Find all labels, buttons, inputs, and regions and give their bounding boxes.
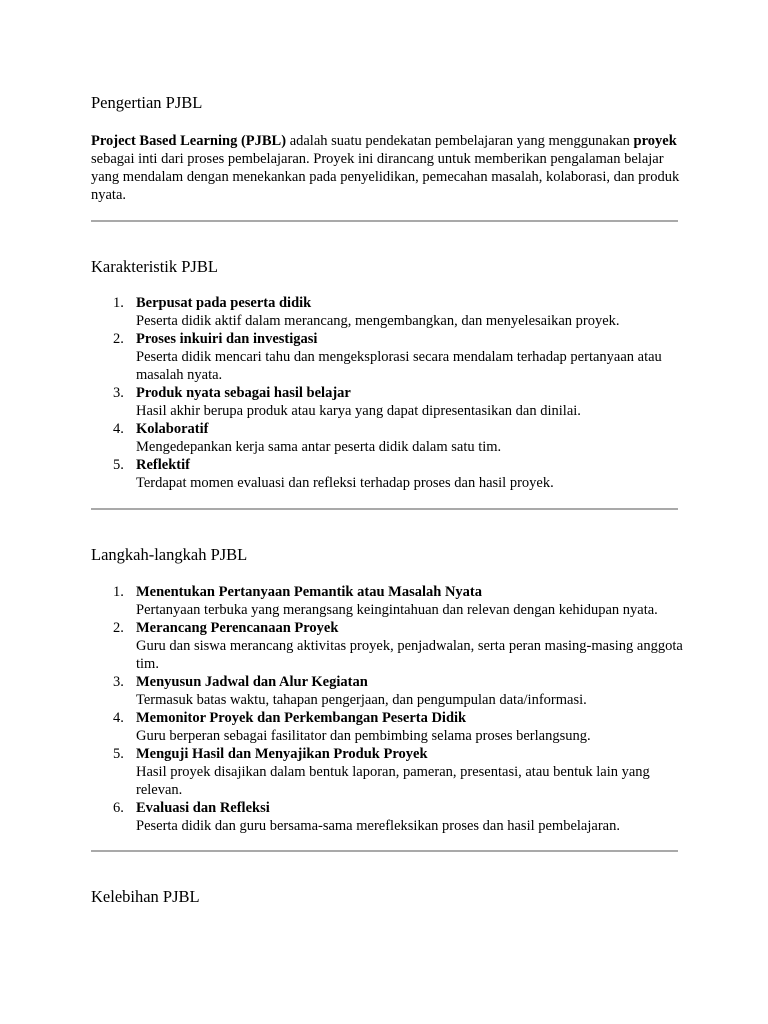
item-number: 4. (113, 710, 124, 726)
item-number: 2. (113, 331, 124, 347)
heading-pengertian: Pengertian PJBL (91, 93, 203, 112)
heading-karakteristik: Karakteristik PJBL (91, 257, 218, 276)
item-description: Guru berperan sebagai fasilitator dan pembimbing selama proses berlangsung. (136, 728, 591, 744)
heading-kelebihan: Kelebihan PJBL (91, 887, 200, 906)
item-number: 2. (113, 620, 124, 636)
item-title: Produk nyata sebagai hasil belajar (136, 385, 351, 401)
item-description: Mengedepankan kerja sama antar peserta didik dalam satu tim. (136, 439, 502, 455)
paragraph-text-1: adalah suatu pendekatan pembelajaran yang menggunakan (286, 133, 634, 149)
item-title: Evaluasi dan Refleksi (136, 800, 270, 816)
heading-langkah: Langkah-langkah PJBL (91, 545, 248, 564)
item-title: Berpusat pada peserta didik (136, 295, 312, 311)
item-title: Memonitor Proyek dan Perkembangan Peserta Didik (136, 710, 467, 726)
item-title: Menguji Hasil dan Menyajikan Produk Proyek (136, 746, 428, 762)
list-item (91, 673, 691, 709)
item-number: 5. (113, 746, 124, 762)
item-title: Kolaboratif (136, 421, 209, 437)
list-item (91, 294, 691, 330)
item-title: Proses inkuiri dan investigasi (136, 331, 318, 347)
item-number: 3. (113, 385, 124, 401)
list-item (91, 709, 691, 745)
term-pjbl: Project Based Learning (PJBL) (91, 133, 287, 149)
item-number: 1. (113, 295, 124, 311)
list-langkah (91, 583, 691, 835)
item-description: Peserta didik aktif dalam merancang, mengembangkan, dan menyelesaikan proyek. (136, 313, 620, 329)
item-title: Menyusun Jadwal dan Alur Kegiatan (136, 674, 368, 690)
item-title: Menentukan Pertanyaan Pemantik atau Masalah Nyata (136, 584, 482, 600)
item-description: Guru dan siswa merancang aktivitas proyek, penjadwalan, serta peran masing-masing anggota tim. (136, 638, 683, 672)
item-number: 5. (113, 457, 124, 473)
paragraph-text-2: sebagai inti dari proses pembelajaran. Proyek ini dirancang untuk memberikan pengalaman belajar yang mendalam dengan menekankan pada penyelidikan, pemecahan masalah, kolaborasi, dan produk nyata. (91, 151, 680, 203)
list-item (91, 583, 691, 619)
item-title: Merancang Perencanaan Proyek (136, 620, 339, 636)
item-number: 6. (113, 800, 124, 816)
item-description: Peserta didik mencari tahu dan mengeksplorasi secara mendalam terhadap pertanyaan atau masalah nyata. (136, 349, 662, 383)
paragraph-pengertian (91, 132, 681, 204)
list-item (91, 384, 691, 420)
item-description: Hasil proyek disajikan dalam bentuk laporan, pameran, presentasi, atau bentuk lain yang relevan. (136, 764, 650, 798)
list-item (91, 799, 691, 835)
item-number: 1. (113, 584, 124, 600)
item-description: Hasil akhir berupa produk atau karya yang dapat dipresentasikan dan dinilai. (136, 403, 581, 419)
divider-2 (91, 508, 678, 510)
list-item (91, 420, 691, 456)
item-title: Reflektif (136, 457, 190, 473)
item-description: Terdapat momen evaluasi dan refleksi terhadap proses dan hasil proyek. (136, 475, 554, 491)
item-description: Pertanyaan terbuka yang merangsang keingintahuan dan relevan dengan kehidupan nyata. (136, 602, 658, 618)
divider-1 (91, 220, 678, 222)
item-description: Termasuk batas waktu, tahapan pengerjaan, dan pengumpulan data/informasi. (136, 692, 587, 708)
item-number: 3. (113, 674, 124, 690)
item-description: Peserta didik dan guru bersama-sama merefleksikan proses dan hasil pembelajaran. (136, 818, 620, 834)
term-proyek: proyek (633, 133, 677, 149)
list-karakteristik (91, 294, 691, 492)
list-item (91, 330, 691, 384)
divider-3 (91, 850, 678, 852)
list-item (91, 619, 691, 673)
item-number: 4. (113, 421, 124, 437)
list-item (91, 745, 691, 799)
list-item (91, 456, 691, 492)
